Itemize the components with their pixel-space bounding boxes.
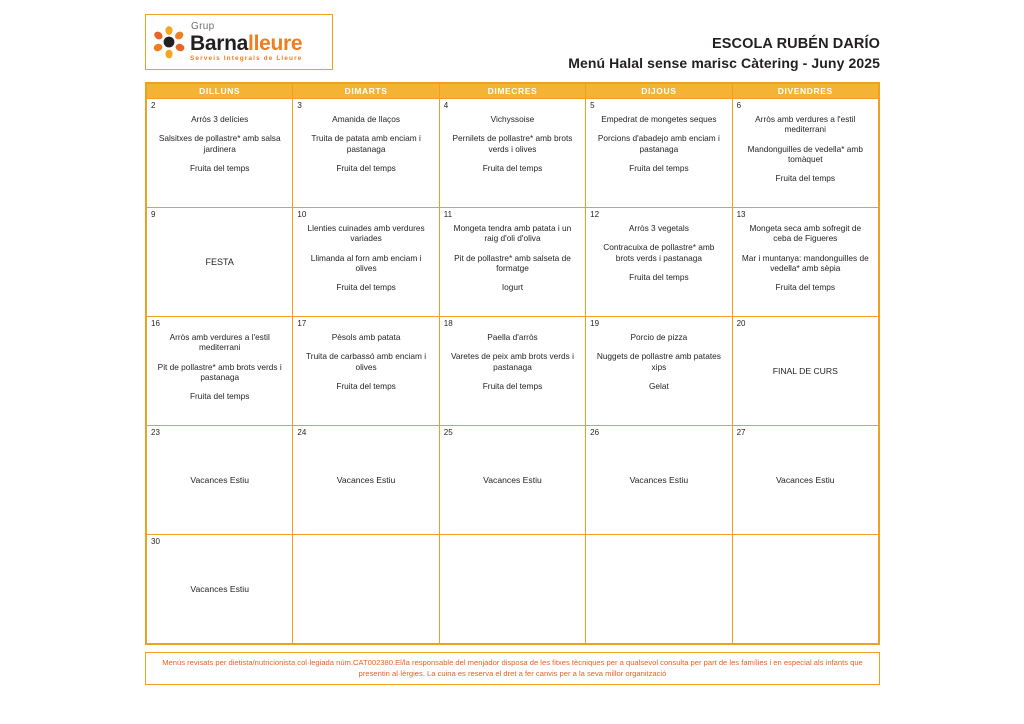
calendar-day-cell xyxy=(147,317,293,426)
calendar-day-cell xyxy=(586,208,732,317)
dish-item: Porcions d'abadejo amb enciam i pastanaga xyxy=(597,133,720,154)
dish-item: Arròs amb verdures a l'estil mediterrani xyxy=(755,114,856,135)
calendar-day-cell xyxy=(586,99,732,208)
calendar-day-cell xyxy=(439,99,585,208)
dish-item: Amanida de llaços xyxy=(332,114,400,124)
calendar-day-cell xyxy=(293,317,439,426)
day-number: 2 xyxy=(151,101,156,110)
day-number: 11 xyxy=(443,210,453,219)
dish-item: Fruita del temps xyxy=(482,163,543,174)
calendar-day-cell xyxy=(732,317,878,426)
dish-item: Empedrat de mongetes seques xyxy=(601,114,717,124)
day-number: 12 xyxy=(590,210,600,219)
footer-text: Menús revisats per dietista/nutricionista col·legiada núm.CAT002380.El/la responsable del menjador disposa de les fitxes tècniques per a qualsevol consulta per part de les famílies i en especial als infants que presentin al·lèrgies. La cuina es reserva el dret a fer canvis per a la seva millor organització xyxy=(162,658,863,678)
dish-item: Llimanda al forn amb enciam i olives xyxy=(310,252,422,274)
dish-list xyxy=(586,219,731,282)
dish-item: Fruita del temps xyxy=(482,381,543,392)
day-number: 9 xyxy=(151,210,156,219)
dish-list xyxy=(440,110,585,173)
dish-item: Pèsols amb patata xyxy=(331,332,401,342)
dish-list xyxy=(440,219,585,293)
day-number: 24 xyxy=(297,428,307,437)
footer-note xyxy=(145,652,880,685)
day-number: 27 xyxy=(736,428,746,437)
dish-list xyxy=(733,219,878,293)
weekday-dimecres: DIMECRES xyxy=(439,84,585,99)
calendar-day-cell xyxy=(732,426,878,535)
calendar-day-cell xyxy=(293,99,439,208)
dish-item: Varetes de peix amb brots verds i pastanaga xyxy=(450,351,574,372)
dish-item: Truita de patata amb enciam i pastanaga xyxy=(311,133,421,154)
dish-list xyxy=(586,328,731,391)
dish-list xyxy=(293,110,438,173)
day-number: 4 xyxy=(443,101,449,110)
dish-item: Pernilets de pollastre* amb brots verds i olives xyxy=(452,133,573,154)
dish-item: Arròs amb verdures a l'estil mediterrani xyxy=(169,332,270,353)
dish-item: Salsitxes de pollastre* amb salsa jardinera xyxy=(158,133,281,154)
weekday-dimarts: DIMARTS xyxy=(293,84,439,99)
calendar-day-cell xyxy=(439,317,585,426)
logo-barna: Barna xyxy=(190,31,249,55)
dish-item: Fruita del temps xyxy=(775,282,836,293)
calendar-day-cell xyxy=(732,208,878,317)
dish-item: Pit de pollastre* amb salseta de formatge xyxy=(454,252,571,274)
calendar-day-cell xyxy=(147,535,293,644)
dish-item: Paella d'arròs xyxy=(487,332,538,342)
logo-line-barnalleure xyxy=(190,33,302,54)
day-number: 16 xyxy=(151,319,160,328)
calendar-day-cell xyxy=(439,535,585,644)
dish-list xyxy=(147,110,292,173)
calendar-week-row xyxy=(147,208,879,317)
calendar-day-cell xyxy=(732,99,878,208)
logo-tagline: Serveis Integrals de Lleure xyxy=(190,54,303,62)
day-note: Vacances Estiu xyxy=(775,475,835,485)
dish-item: Fruita del temps xyxy=(336,381,396,392)
dish-item: Fruita del temps xyxy=(336,282,396,293)
dish-item: Mar i muntanya: mandonguilles de vedella* amb sèpia xyxy=(741,252,869,274)
calendar xyxy=(145,82,880,645)
dish-item: Fruita del temps xyxy=(336,163,396,174)
calendar-day-cell xyxy=(439,208,585,317)
calendar-week-row xyxy=(147,426,879,535)
day-number: 26 xyxy=(590,428,600,437)
day-number: 19 xyxy=(590,319,600,328)
dish-list xyxy=(293,219,438,293)
calendar-day-cell xyxy=(147,208,293,317)
dish-item: Vichyssoise xyxy=(490,114,535,124)
day-number: 6 xyxy=(736,101,742,110)
day-number: 18 xyxy=(443,319,453,328)
day-note: Vacances Estiu xyxy=(190,584,249,594)
logo-line-grup: Grup xyxy=(191,20,215,32)
day-number: 3 xyxy=(297,101,302,110)
dish-item: Pit de pollastre* amb brots verds i pastanaga xyxy=(157,361,282,383)
dish-item: Contracuixa de pollastre* amb brots verds i pastanaga xyxy=(603,242,715,263)
calendar-week-row xyxy=(147,99,879,208)
dish-item: Nuggets de pollastre amb patates xips xyxy=(596,351,721,372)
calendar-day-cell xyxy=(147,99,293,208)
day-number: 10 xyxy=(297,210,307,219)
calendar-day-cell xyxy=(439,426,585,535)
calendar-day-cell xyxy=(732,535,878,644)
dish-item: Mongeta tendra amb patata i un raig d'oli d'oliva xyxy=(453,223,572,244)
day-number: 25 xyxy=(443,428,453,437)
weekday-header-row xyxy=(147,84,879,99)
calendar-day-cell xyxy=(293,535,439,644)
dish-item: Gelat xyxy=(648,381,669,392)
dish-item: Iogurt xyxy=(501,282,524,293)
dish-list xyxy=(440,328,585,391)
calendar-day-cell xyxy=(293,208,439,317)
menu-title: Menú Halal sense marisc Càtering - Juny 2025 xyxy=(568,55,880,71)
day-note: Vacances Estiu xyxy=(190,475,249,485)
dish-item: Fruita del temps xyxy=(189,163,250,174)
logo xyxy=(145,14,333,70)
day-number: 13 xyxy=(736,210,746,219)
day-note: Vacances Estiu xyxy=(483,475,542,485)
day-number: 20 xyxy=(736,319,746,328)
dish-list xyxy=(293,328,438,391)
calendar-week-row xyxy=(147,535,879,644)
dish-item: Porcio de pizza xyxy=(630,332,688,342)
weekday-dijous: DIJOUS xyxy=(586,84,732,99)
day-number: 5 xyxy=(590,101,595,110)
day-number: 30 xyxy=(151,537,160,546)
dish-list xyxy=(147,328,292,402)
dish-list xyxy=(733,110,878,184)
calendar-day-cell xyxy=(147,426,293,535)
calendar-week-row xyxy=(147,317,879,426)
dish-item: Fruita del temps xyxy=(629,163,689,174)
title-block xyxy=(568,14,880,71)
logo-wordmark xyxy=(190,22,302,63)
logo-lleure: lleure xyxy=(248,31,303,55)
dish-item: Llenties cuinades amb verdures variades xyxy=(307,223,425,244)
school-name: ESCOLA RUBÉN DARÍO xyxy=(711,36,880,52)
dish-item: Arròs 3 vegetals xyxy=(628,223,689,233)
document-header xyxy=(145,14,880,76)
calendar-day-cell xyxy=(586,426,732,535)
flower-logo-icon xyxy=(152,25,186,59)
day-number: 17 xyxy=(297,319,307,328)
calendar-day-cell xyxy=(586,535,732,644)
day-number: 23 xyxy=(151,428,160,437)
weekday-dilluns: DILLUNS xyxy=(147,84,293,99)
day-note: FESTA xyxy=(205,257,234,267)
dish-item: Fruita del temps xyxy=(629,272,689,283)
dish-item: Fruita del temps xyxy=(189,391,250,402)
calendar-body xyxy=(147,99,879,644)
dish-item: Mandonguilles de vedella* amb tomàquet xyxy=(747,143,863,165)
calendar-day-cell xyxy=(586,317,732,426)
dish-item: Truita de carbassó amb enciam i olives xyxy=(306,351,427,372)
dish-item: Arròs 3 delícies xyxy=(191,114,249,124)
dish-item: Fruita del temps xyxy=(775,173,836,184)
dish-item: Mongeta seca amb sofregit de ceba de Figueres xyxy=(749,223,862,244)
day-note: Vacances Estiu xyxy=(336,475,396,485)
dish-list xyxy=(586,110,731,173)
day-note: FINAL DE CURS xyxy=(772,366,838,376)
day-note: Vacances Estiu xyxy=(629,475,689,485)
calendar-day-cell xyxy=(293,426,439,535)
weekday-divendres: DIVENDRES xyxy=(732,84,878,99)
